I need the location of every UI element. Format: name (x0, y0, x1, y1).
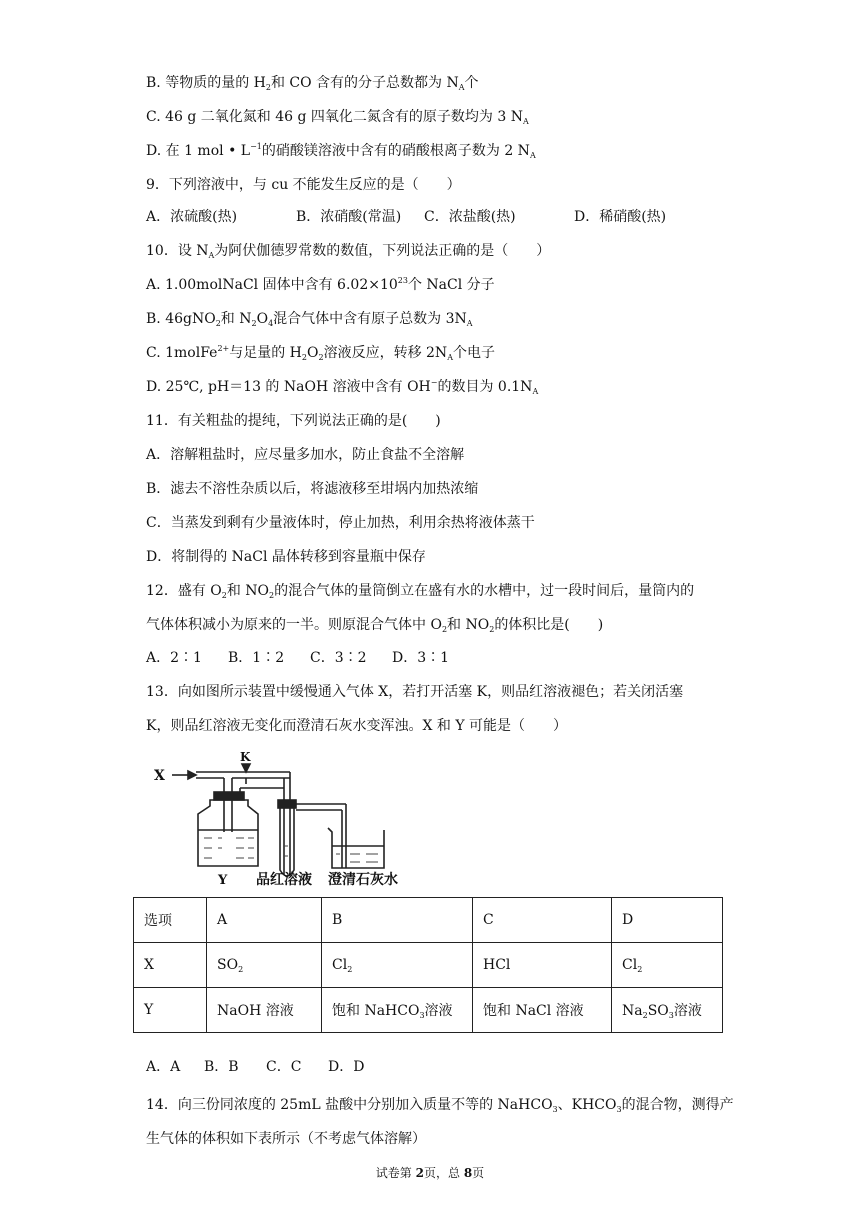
text: 页，总 (423, 1166, 464, 1180)
option-d: D．D (328, 1059, 365, 1075)
q10-option-b (146, 309, 473, 329)
text: 试卷第 (375, 1166, 416, 1180)
table-row (134, 988, 723, 1033)
text: Cl (622, 957, 638, 973)
text: 9．下列溶液中，与 cu 不能发生反应的是（ ） (146, 177, 461, 193)
text: 气体体积减小为原来的一半。则原混合气体中 O (146, 617, 442, 633)
text: B. 等物质的量的 H (146, 75, 266, 91)
text: 14．向三份同浓度的 25mL 盐酸中分别加入质量不等的 NaHCO (146, 1097, 553, 1113)
text: A. 1.00molNaCl 固体中含有 6.02×10 (146, 277, 398, 293)
table-cell: X (134, 943, 207, 988)
sub: 2 (301, 353, 307, 362)
label-k: K (240, 750, 251, 764)
table-cell: Y (134, 988, 207, 1033)
liquid-hatching (204, 838, 378, 862)
sub: 2 (265, 83, 271, 92)
q14-stem-line1 (146, 1095, 734, 1115)
sub: A (529, 151, 536, 160)
q13-stem-line1 (146, 682, 683, 702)
sub: 2 (642, 1011, 648, 1020)
text: A．溶解粗盐时，应尽量多加水，防止食盐不全溶解 (146, 447, 465, 463)
q11-option-d (146, 547, 426, 567)
q10-stem (146, 241, 550, 261)
table-cell: C (473, 898, 612, 943)
q9-options (146, 207, 666, 227)
option-b: B．浓硝酸(常温) (296, 209, 402, 225)
arrow-head (188, 771, 196, 779)
q11-option-a (146, 445, 464, 465)
text: 11．有关粗盐的提纯，下列说法正确的是( ) (146, 413, 441, 429)
sub: 3 (668, 1011, 674, 1020)
label-x: X (154, 768, 165, 784)
table-cell (322, 943, 473, 988)
sup: −1 (250, 142, 262, 151)
option-d: D．稀硝酸(热) (574, 209, 667, 225)
page-footer (0, 1164, 860, 1181)
text: 的体积比是( ) (494, 617, 604, 633)
text: 页 (472, 1166, 485, 1180)
option-d: D．3∶1 (392, 650, 450, 666)
text: 溶液反应，转移 2N (323, 345, 448, 361)
text: B. 46gNO (146, 311, 216, 327)
label-y: Y (218, 873, 228, 888)
label-limewater: 澄清石灰水 (328, 872, 398, 888)
valve-k[interactable] (242, 764, 250, 772)
option-c: C．C (266, 1059, 302, 1075)
q13-stem-line2 (146, 716, 567, 736)
option-c: C．3∶2 (310, 650, 367, 666)
q11-stem (146, 411, 441, 431)
text: 与足量的 H (229, 345, 302, 361)
q9-stem (146, 175, 461, 195)
table-cell (612, 943, 723, 988)
bottle-stopper (214, 792, 244, 800)
apparatus-diagram (150, 750, 410, 890)
option-a: A．2∶1 (146, 650, 202, 666)
text: 的混合气体的量筒倒立在盛有水的水槽中，过一段时间后，量筒内的 (274, 583, 695, 599)
table-cell: B (322, 898, 473, 943)
sup: 2+ (217, 344, 230, 353)
table-row (134, 943, 723, 988)
sub: 2 (489, 625, 495, 634)
sub: A (208, 251, 215, 260)
q10-option-d (146, 377, 538, 397)
option-b: B．1∶2 (228, 650, 285, 666)
q12-stem-line2 (146, 615, 603, 635)
text: D. 在 1 mol • L (146, 143, 251, 159)
q11-option-b (146, 479, 478, 499)
sub: A (458, 83, 465, 92)
test-tube (280, 808, 294, 876)
text: 个 NaCl 分子 (407, 277, 495, 293)
text: 混合气体中含有原子总数为 3N (273, 311, 467, 327)
table-cell: HCl (473, 943, 612, 988)
q10-option-c (146, 343, 495, 363)
text: 、KHCO (557, 1097, 617, 1113)
text: 的硝酸镁溶液中含有的硝酸根离子数为 2 N (261, 143, 530, 159)
text: SO (647, 1003, 669, 1019)
sub: 2 (441, 625, 448, 634)
sub: 3 (616, 1105, 622, 1114)
sup: − (430, 378, 438, 387)
sub: 2 (269, 591, 275, 600)
text: O (307, 345, 319, 361)
text: 12．盛有 O (146, 583, 222, 599)
option-a: A．浓硫酸(热) (146, 209, 238, 225)
sub: A (532, 387, 539, 396)
table-cell (207, 943, 322, 988)
options-table (133, 897, 723, 1033)
option-a: A．A (146, 1059, 181, 1075)
q12-options (146, 648, 449, 668)
text: D．将制得的 NaCl 晶体转移到容量瓶中保存 (146, 549, 426, 565)
sub: 2 (215, 319, 221, 328)
text: Cl (332, 957, 348, 973)
sub: A (447, 353, 453, 362)
text: 10．设 N (146, 243, 209, 259)
text: Na (622, 1003, 643, 1019)
sub: A (522, 117, 529, 126)
testtube-stopper (278, 800, 296, 808)
table-row (134, 898, 723, 943)
sub: 2 (238, 965, 244, 974)
sub: 2 (637, 965, 643, 974)
q14-stem-line2 (146, 1129, 426, 1149)
text: B．滤去不溶性杂质以后，将滤液移至坩埚内加热浓缩 (146, 481, 479, 497)
option-b: B．B (204, 1059, 239, 1075)
text: C．当蒸发到剩有少量液体时，停止加热，利用余热将液体蒸干 (146, 515, 535, 531)
sub: 3 (419, 1011, 425, 1020)
sub: A (466, 319, 473, 328)
text: 生气体的体积如下表所示（不考虑气体溶解） (146, 1131, 426, 1147)
text: 个 (464, 75, 479, 91)
gas-washing-bottle (198, 800, 258, 866)
text: C. 1molFe (146, 345, 218, 361)
q8-option-c (146, 107, 529, 127)
q12-stem-line1 (146, 581, 694, 601)
q8-option-d (146, 141, 536, 161)
page-number: 2 (415, 1166, 424, 1180)
sub: 3 (552, 1105, 558, 1114)
table-cell (612, 988, 723, 1033)
q11-option-c (146, 513, 535, 533)
option-c: C．浓盐酸(热) (424, 209, 516, 225)
text: 饱和 NaHCO (332, 1003, 420, 1019)
text: 为阿伏伽德罗常数的数值，下列说法正确的是（ ） (214, 243, 551, 259)
text: 的数目为 0.1N (437, 379, 533, 395)
sub: 2 (251, 319, 257, 328)
text: 溶液 (673, 1003, 702, 1019)
table-cell: 选项 (134, 898, 207, 943)
label-pinhong: 品红溶液 (256, 872, 312, 888)
q10-option-a (146, 275, 495, 295)
text: 和 NO (447, 617, 490, 633)
text: 和 NO (226, 583, 270, 599)
table-cell (322, 988, 473, 1033)
table-cell: A (207, 898, 322, 943)
text: 个电子 (452, 345, 495, 361)
sub: 4 (268, 319, 274, 328)
text: SO (217, 957, 239, 973)
page-total: 8 (463, 1166, 473, 1180)
table-cell: D (612, 898, 723, 943)
text: 和 CO 含有的分子总数都为 N (270, 75, 459, 91)
text: K，则品红溶液无变化而澄清石灰水变浑浊。X 和 Y 可能是（ ） (146, 718, 568, 734)
q13-options (146, 1057, 364, 1077)
sup: 23 (397, 276, 408, 285)
sub: 2 (318, 353, 324, 362)
text: 溶液 (424, 1003, 453, 1019)
text: 和 N (220, 311, 252, 327)
text: D. 25℃, pH＝13 的 NaOH 溶液中含有 OH (146, 379, 431, 395)
text: 的混合物，测得产 (621, 1097, 734, 1113)
q8-option-b (146, 73, 479, 93)
text: 13．向如图所示装置中缓慢通入气体 X，若打开活塞 K，则品红溶液褪色；若关闭活塞 (146, 684, 684, 700)
table-cell: 饱和 NaCl 溶液 (473, 988, 612, 1033)
text: O (256, 311, 269, 327)
sub: 2 (347, 965, 353, 974)
table-cell: NaOH 溶液 (207, 988, 322, 1033)
sub: 2 (221, 591, 227, 600)
text: C. 46 g 二氧化氮和 46 g 四氧化二氮含有的原子数均为 3 N (146, 109, 523, 125)
